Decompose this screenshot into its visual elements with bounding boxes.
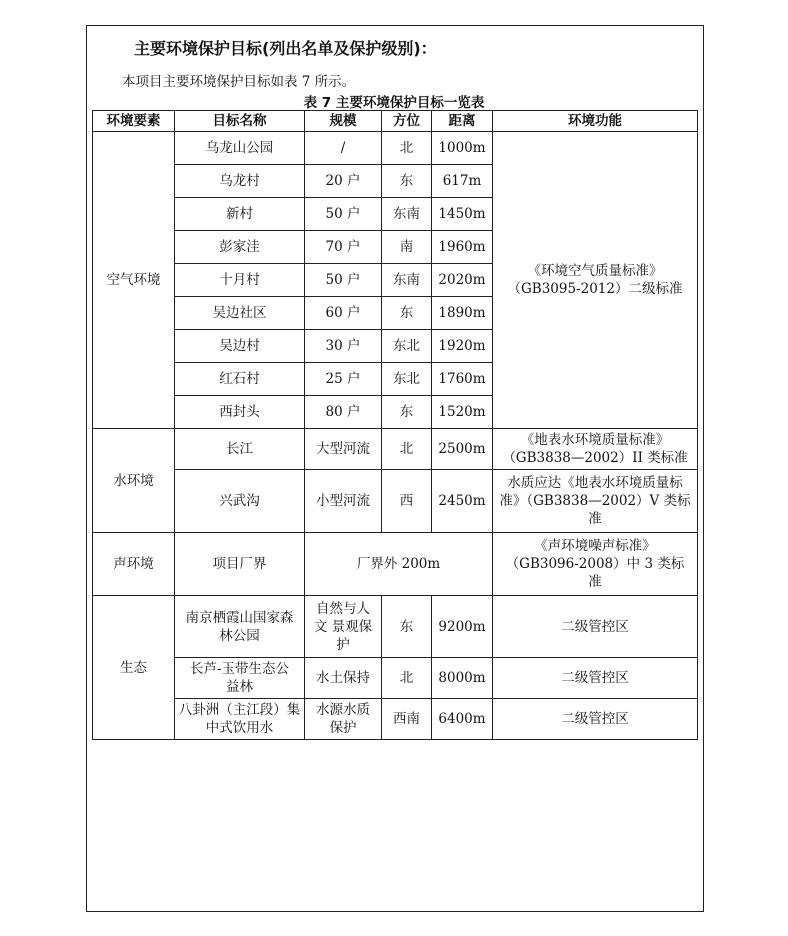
scale-cell: 小型河流 — [305, 470, 382, 533]
distance-cell: 9200m — [432, 596, 493, 658]
table-caption: 表 7 主要环境保护目标一览表 — [303, 95, 485, 111]
target-name-cell: 兴武沟 — [175, 470, 305, 533]
target-name-cell: 吴边村 — [175, 330, 305, 363]
distance-cell: 1000m — [432, 132, 493, 165]
scale-cell: / — [305, 132, 382, 165]
header-function: 环境功能 — [493, 111, 698, 132]
distance-cell: 1520m — [432, 396, 493, 429]
function-cell: 《声环境噪声标准》（GB3096-2008）中 3 类标准 — [493, 533, 698, 596]
table-row — [93, 533, 698, 596]
table-row — [93, 132, 698, 165]
function-cell: 水质应达《地表水环境质量标准》（GB3838—2002）V 类标准 — [493, 470, 698, 533]
scale-cell: 80 户 — [305, 396, 382, 429]
header-scale: 规模 — [305, 111, 382, 132]
target-name-cell: 项目厂界 — [175, 533, 305, 596]
table-row — [93, 470, 698, 533]
element-cell-water: 水环境 — [93, 429, 175, 533]
function-cell: 二级管控区 — [493, 658, 698, 699]
direction-cell: 东 — [382, 297, 432, 330]
target-name-cell: 长江 — [175, 429, 305, 470]
direction-cell: 南 — [382, 231, 432, 264]
scale-cell: 50 户 — [305, 264, 382, 297]
distance-cell: 1890m — [432, 297, 493, 330]
scale-cell: 30 户 — [305, 330, 382, 363]
scale-cell: 水源水质保护 — [305, 699, 382, 740]
direction-cell: 东北 — [382, 330, 432, 363]
table-row — [93, 699, 698, 740]
target-name-cell: 西封头 — [175, 396, 305, 429]
element-cell-air: 空气环境 — [93, 132, 175, 429]
function-cell: 二级管控区 — [493, 699, 698, 740]
direction-cell: 东 — [382, 165, 432, 198]
distance-cell: 617m — [432, 165, 493, 198]
distance-cell: 2500m — [432, 429, 493, 470]
distance-cell: 2020m — [432, 264, 493, 297]
direction-cell: 东 — [382, 596, 432, 658]
direction-cell: 东北 — [382, 363, 432, 396]
element-cell-noise: 声环境 — [93, 533, 175, 596]
function-cell: 二级管控区 — [493, 596, 698, 658]
target-name-cell: 新村 — [175, 198, 305, 231]
table-header-row — [93, 111, 698, 132]
target-name-cell: 乌龙村 — [175, 165, 305, 198]
scale-cell: 25 户 — [305, 363, 382, 396]
target-name-cell: 八卦洲（主江段）集中式饮用水 — [175, 699, 305, 740]
target-name-cell: 彭家洼 — [175, 231, 305, 264]
target-name-cell: 吴边社区 — [175, 297, 305, 330]
function-cell-air: 《环境空气质量标准》（GB3095-2012）二级标准 — [493, 132, 698, 429]
distance-cell: 1760m — [432, 363, 493, 396]
target-name-cell: 十月村 — [175, 264, 305, 297]
range-cell: 厂界外 200m — [305, 533, 493, 596]
distance-cell: 2450m — [432, 470, 493, 533]
distance-cell: 8000m — [432, 658, 493, 699]
target-name-cell: 红石村 — [175, 363, 305, 396]
header-target-name: 目标名称 — [175, 111, 305, 132]
scale-cell: 自然与人文 景观保护 — [305, 596, 382, 658]
scale-cell: 水土保持 — [305, 658, 382, 699]
intro-text: 本项目主要环境保护目标如表 7 所示。 — [122, 74, 356, 90]
target-name-cell: 乌龙山公园 — [175, 132, 305, 165]
distance-cell: 6400m — [432, 699, 493, 740]
direction-cell: 北 — [382, 429, 432, 470]
direction-cell: 北 — [382, 132, 432, 165]
direction-cell: 西南 — [382, 699, 432, 740]
header-direction: 方位 — [382, 111, 432, 132]
scale-cell: 大型河流 — [305, 429, 382, 470]
distance-cell: 1450m — [432, 198, 493, 231]
scale-cell: 50 户 — [305, 198, 382, 231]
direction-cell: 东 — [382, 396, 432, 429]
distance-cell: 1960m — [432, 231, 493, 264]
section-heading: 主要环境保护目标(列出名单及保护级别)： — [134, 39, 437, 58]
scale-cell: 20 户 — [305, 165, 382, 198]
direction-cell: 东南 — [382, 198, 432, 231]
protection-targets-table — [92, 110, 698, 740]
target-name-cell: 长芦-玉带生态公益林 — [175, 658, 305, 699]
distance-cell: 1920m — [432, 330, 493, 363]
scale-cell: 70 户 — [305, 231, 382, 264]
table-row — [93, 658, 698, 699]
function-cell: 《地表水环境质量标准》（GB3838—2002）II 类标准 — [493, 429, 698, 470]
direction-cell: 北 — [382, 658, 432, 699]
scale-cell: 60 户 — [305, 297, 382, 330]
direction-cell: 东南 — [382, 264, 432, 297]
table-row — [93, 596, 698, 658]
header-element: 环境要素 — [93, 111, 175, 132]
element-cell-eco: 生态 — [93, 596, 175, 740]
direction-cell: 西 — [382, 470, 432, 533]
header-distance: 距离 — [432, 111, 493, 132]
target-name-cell: 南京栖霞山国家森林公园 — [175, 596, 305, 658]
table-row — [93, 429, 698, 470]
